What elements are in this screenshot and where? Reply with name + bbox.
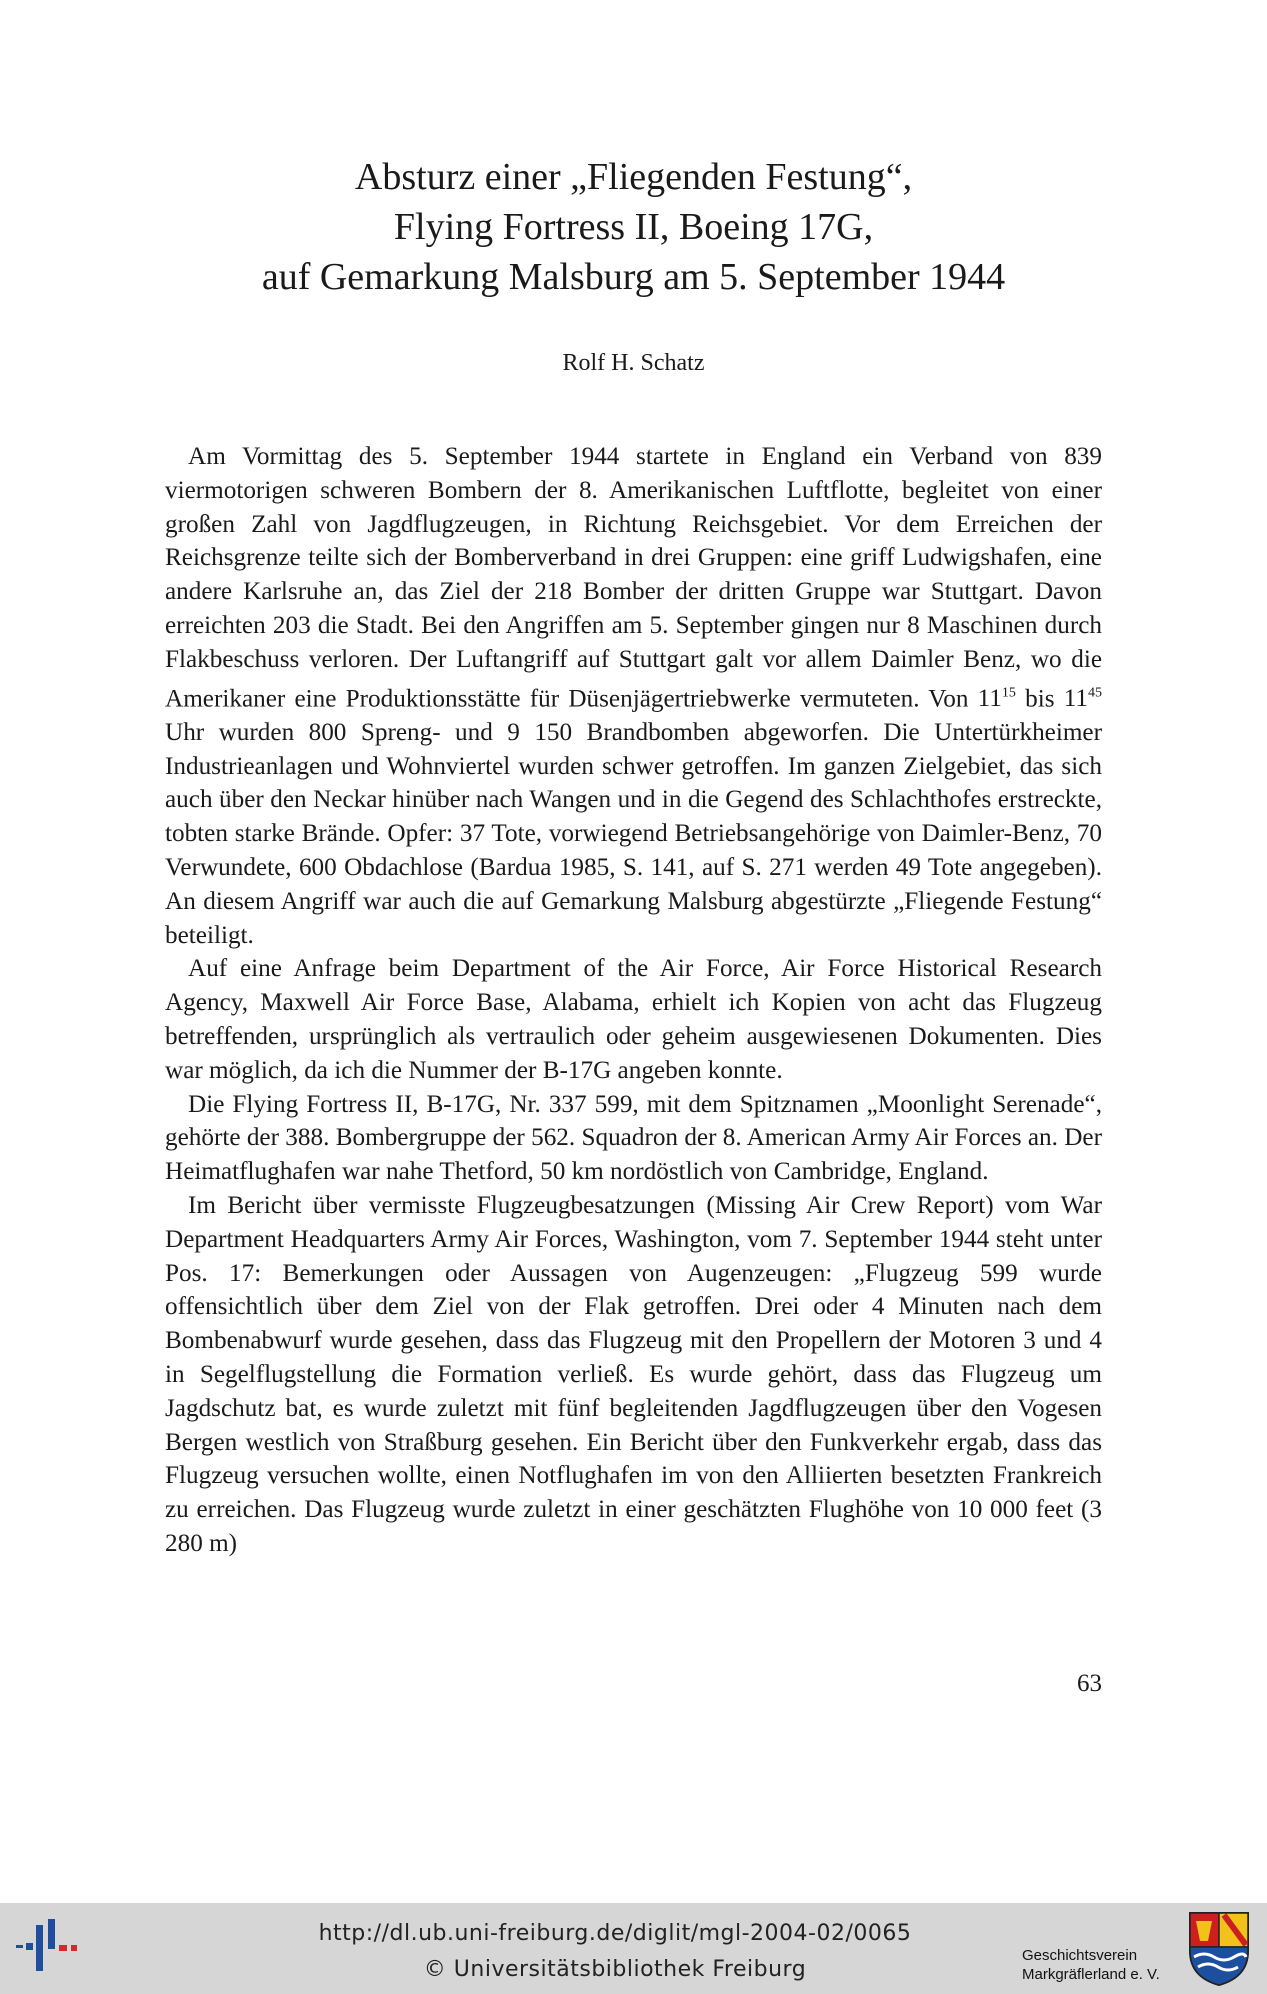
copyright-text: © Universitätsbibliothek Freiburg [423,1957,807,1982]
title-line-2: Flying Fortress II, Boeing 17G, [393,206,874,248]
article-body [165,440,1102,1561]
footer-bar [0,1903,1267,1994]
time-start-minutes: 15 [1001,685,1016,701]
time-end-minutes: 45 [1088,685,1102,701]
article-title [0,152,1267,302]
permalink-url[interactable]: http://dl.ub.uni-freiburg.de/diglit/mgl-2004-02/0065 [318,1921,912,1946]
time-start-hour: 11 [977,684,1002,712]
time-end [1064,685,1102,712]
society-name-line-1: Geschichtsverein [1022,1947,1138,1964]
title-line-3: auf Gemarkung Malsburg am 5. September 1944 [261,256,1006,298]
time-end-hour: 11 [1063,684,1088,712]
paragraph-1-text-b: bis [1015,684,1064,712]
paragraph-1 [165,440,1102,952]
coat-of-arms-icon [1188,1911,1250,1987]
paragraph-4: Im Bericht über vermisste Flugzeugbesatzungen (Missing Air Crew Report) vom War Department Headquarters Army Air Forces, Washington, vom 7. September 1944 steht unter Pos. 17: Bemerkungen oder Aussagen von Augenzeugen: „Flugzeug 599 wurde offensichtlich über dem Ziel von der Flak getroffen. Drei oder 4 Minuten nach dem Bombenabwurf wurde gesehen, dass das Flugzeug mit den Propellern der Motoren 3 und 4 in Segelflugstellung die Formation verließ. Es wurde gehört, dass das Flugzeug um Jagdschutz bat, es wurde zuletzt mit fünf begleitenden Jagdflugzeugen über den Vogesen Bergen westlich von Straßburg gesehen. Ein Bericht über den Funkverkehr ergab, dass das Flugzeug versuchen wollte, einen Notflughafen im von den Alliierten besetzten Frankreich zu erreichen. Das Flugzeug wurde zuletzt in einer geschätzten Flughöhe von 10 000 feet (3 280 m) [165,1191,1102,1557]
paragraph-2: Auf eine Anfrage beim Department of the Air Force, Air Force Historical Research Agency, Maxwell Air Force Base, Alabama, erhielt ich Kopien von acht das Flugzeug betreffenden, ursprünglich als vertraulich oder geheim ausgewiesenen Dokumenten. Dies war möglich, da ich die Nummer der B-17G angeben konnte. [165,955,1102,1084]
page-number: 63 [1077,1670,1102,1697]
title-line-1: Absturz einer „Fliegenden Festung“, [354,156,913,198]
paragraph-3: Die Flying Fortress II, B-17G, Nr. 337 599, mit dem Spitznamen „Moonlight Serenade“, gehörte der 388. Bombergruppe der 562. Squadron der 8. American Army Air Forces an. Der Heimatflughafen war nahe Thetford, 50 km nordöstlich von Cambridge, England. [165,1090,1102,1186]
paragraph-1-text-a: Am Vormittag des 5. September 1944 startete in England ein Verband von 839 viermotorigen schweren Bombern der 8. Amerikanischen Luftflotte, begleitet von einer großen Zahl von Jagdflugzeugen, in Richtung Reichsgebiet. Vor dem Erreichen der Reichsgrenze teilte sich der Bomberverband in drei Gruppen: eine griff Ludwigshafen, eine andere Karlsruhe an, das Ziel der 218 Bomber der dritten Gruppe war Stuttgart. Davon erreichten 203 die Stadt. Bei den Angriffen am 5. September gingen nur 8 Maschinen durch Flakbeschuss verloren. Der Luftangriff auf Stuttgart galt vor allem Daimler Benz, wo die Amerikaner eine Produktionsstätte für Düsenjägertriebwerke vermuteten. Von [165,443,1102,712]
paragraph-1-text-c: Uhr wurden 800 Spreng- und 9 150 Brandbomben abgeworfen. Die Untertürkheimer Industrieanlagen und Wohnviertel wurden schwer getroffen. Im ganzen Zielgebiet, das sich auch über den Neckar hinüber nach Wangen und in die Gegend des Schlachthofes erstreckte, tobten starke Brände. Opfer: 37 Tote, vorwiegend Betriebsangehörige von Daimler-Benz, 70 Verwundete, 600 Obdachlose (Bardua 1985, S. 141, auf S. 271 werden 49 Tote angegeben). An diesem Angriff war auch die auf Gemarkung Malsburg abgestürzte „Fliegende Festung“ beteiligt. [165,718,1102,949]
ub-freiburg-logo-icon[interactable] [12,1917,82,1979]
time-start [978,685,1016,712]
author-name: Rolf H. Schatz [562,350,705,376]
society-name-line-2: Markgräflerland e. V. [1022,1966,1160,1983]
